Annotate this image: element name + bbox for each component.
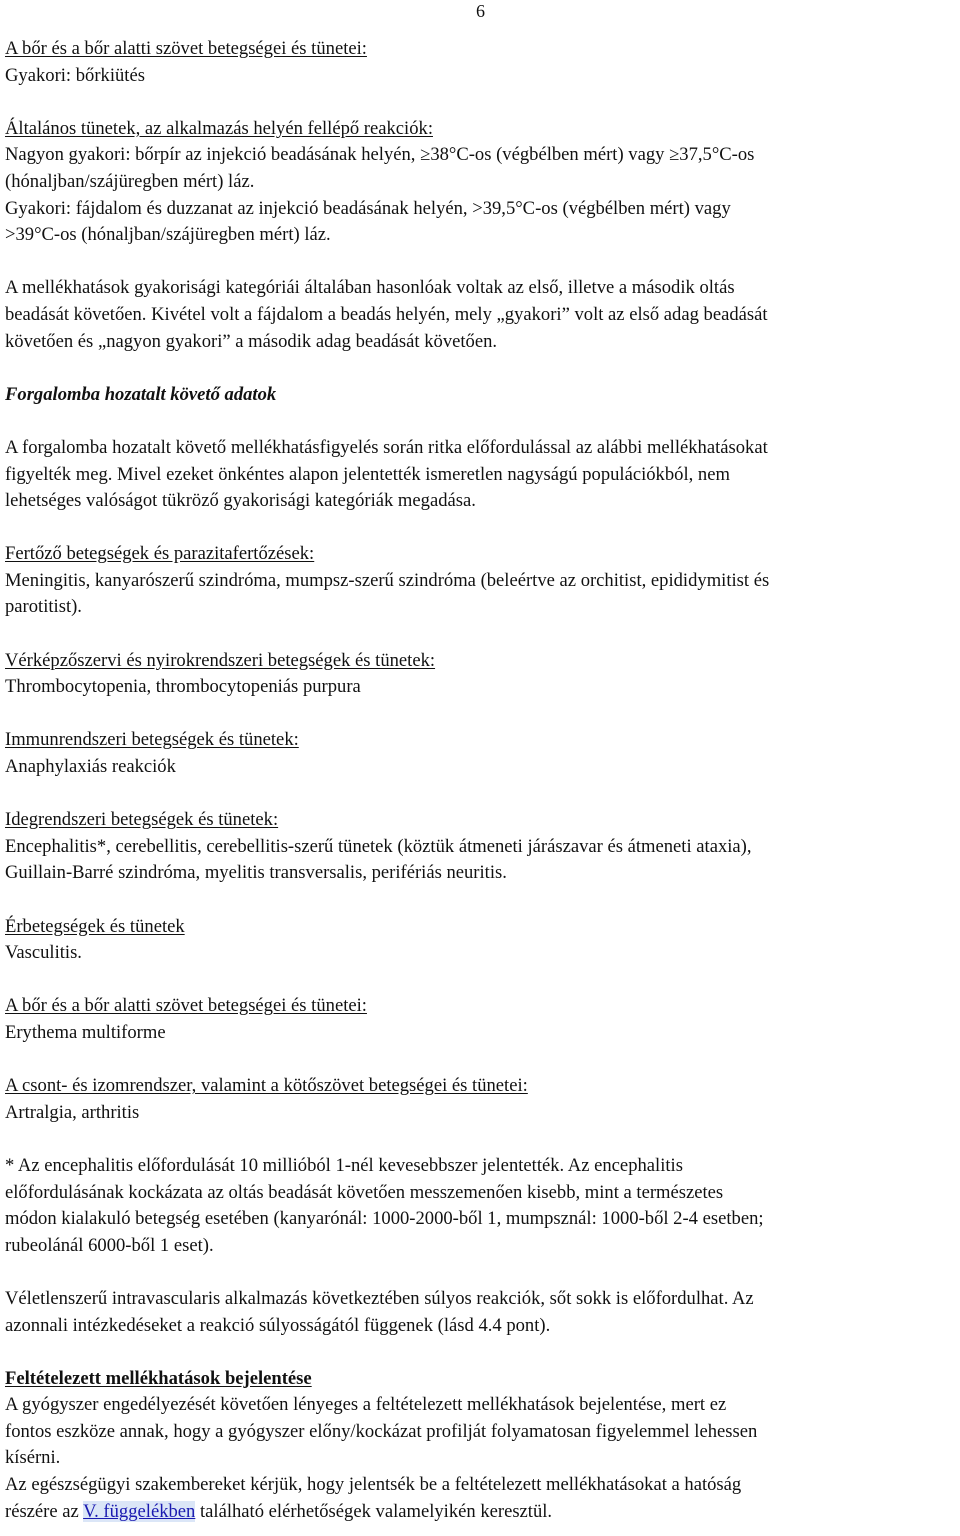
spacer	[5, 408, 960, 435]
document-body	[5, 36, 960, 1525]
section-heading-musculoskeletal: A csont- és izomrendszer, valamint a kötőszövet betegségei és tünetei:	[5, 1075, 528, 1097]
paragraph-line: azonnali intézkedéseket a reakció súlyosságától függenek (lásd 4.4 pont).	[5, 1314, 551, 1336]
section-heading-reporting: Feltételezett mellékhatások bejelentése	[5, 1367, 312, 1389]
link-suffix-text: található elérhetőségek valamelyikén keresztül.	[195, 1500, 553, 1522]
paragraph-line: Véletlenszerű intravascularis alkalmazás következtében súlyos reakciók, sőt sokk is előfordulhat. Az	[5, 1287, 754, 1309]
section-heading-postmarketing: Forgalomba hozatalt követő adatok	[5, 383, 277, 405]
section-heading-infections: Fertőző betegségek és parazitafertőzések:	[5, 543, 315, 565]
spacer	[5, 781, 960, 808]
spacer	[5, 249, 960, 276]
section-heading-skin: A bőr és a bőr alatti szövet betegségei és tünetei:	[5, 995, 367, 1017]
footnote-line: * Az encephalitis előfordulását 10 millióból 1-nél kevesebbszer jelentették. Az encephalitis	[5, 1154, 683, 1176]
section-heading-nervous: Idegrendszeri betegségek és tünetek:	[5, 809, 279, 831]
spacer	[5, 1259, 960, 1286]
section-heading-blood: Vérképzőszervi és nyirokrendszeri betegségek és tünetek:	[5, 649, 436, 671]
spacer	[5, 887, 960, 914]
paragraph-line: Anaphylaxiás reakciók	[5, 756, 176, 778]
paragraph-line: (hónaljban/szájüregben mért) láz.	[5, 170, 255, 192]
paragraph-line: Gyakori: fájdalom és duzzanat az injekció beadásának helyén, >39,5°C-os (végbélben mért) vagy	[5, 197, 731, 219]
link-prefix-text: részére az	[5, 1500, 84, 1522]
spacer	[5, 701, 960, 728]
paragraph-line: >39°C-os (hónaljban/szájüregben mért) láz.	[5, 224, 331, 246]
spacer	[5, 89, 960, 116]
footnote-line: előfordulásának kockázata az oltás beadását követően messzemenően kisebb, mint a természetes	[5, 1181, 724, 1203]
paragraph-line: figyelték meg. Mivel ezeket önkéntes alapon jelentették ismeretlen nagyságú populációkból, nem	[5, 463, 730, 485]
section-heading-skin: A bőr és a bőr alatti szövet betegségei és tünetei:	[5, 38, 367, 59]
paragraph-line: A gyógyszer engedélyezését követően lényeges a feltételezett mellékhatások bejelentése, mert ez	[5, 1394, 727, 1416]
spacer	[5, 1047, 960, 1074]
paragraph-line: fontos eszköze annak, hogy a gyógyszer előny/kockázat profilját folyamatosan figyelemmel lehessen	[5, 1420, 758, 1442]
paragraph-line: A forgalomba hozatalt követő mellékhatásfigyelés során ritka előfordulással az alábbi mellékhatásokat	[5, 436, 768, 458]
paragraph-line: Erythema multiforme	[5, 1021, 166, 1043]
paragraph-line: követően és „nagyon gyakori” a második adag beadását követően.	[5, 330, 498, 352]
paragraph-line: Nagyon gyakori: bőrpír az injekció beadásának helyén, ≥38°C-os (végbélben mért) vagy ≥37,5°C-os	[5, 144, 755, 166]
spacer	[5, 967, 960, 994]
spacer	[5, 1126, 960, 1153]
paragraph-line: Encephalitis*, cerebellitis, cerebellitis-szerű tünetek (köztük átmeneti járászavar és átmeneti ataxia),	[5, 835, 752, 857]
paragraph-line: kísérni.	[5, 1447, 61, 1469]
section-heading-immune: Immunrendszeri betegségek és tünetek:	[5, 729, 299, 751]
spacer	[5, 1339, 960, 1366]
paragraph-line: Guillain-Barré szindróma, myelitis transversalis, perifériás neuritis.	[5, 862, 507, 884]
paragraph-line: parotitist).	[5, 596, 82, 618]
appendix-v-link[interactable]: V. függelékben	[83, 1500, 196, 1522]
paragraph-line: Gyakori: bőrkiütés	[5, 64, 145, 86]
footnote-line: rubeolánál 6000-ből 1 eset).	[5, 1234, 214, 1256]
page-number: 6	[476, 1, 485, 21]
paragraph-line: lehetséges valóságot tükröző gyakorisági kategóriák megadása.	[5, 490, 476, 512]
footnote-line: módon kialakuló betegség esetében (kanyarónál: 1000-2000-ből 1, mumpsznál: 1000-ből 2-4 esetben;	[5, 1208, 764, 1230]
section-heading-general: Általános tünetek, az alkalmazás helyén fellépő reakciók:	[5, 117, 433, 139]
paragraph-line: Vasculitis.	[5, 942, 82, 964]
spacer	[5, 515, 960, 542]
paragraph-line-with-link	[5, 1499, 960, 1526]
paragraph-line: A mellékhatások gyakorisági kategóriái általában hasonlóak voltak az első, illetve a második oltás	[5, 277, 735, 299]
paragraph-line: Artralgia, arthritis	[5, 1101, 140, 1123]
spacer	[5, 355, 960, 382]
paragraph-line: Meningitis, kanyarószerű szindróma, mumpsz-szerű szindróma (beleértve az orchitist, epididymitist és	[5, 569, 770, 591]
spacer	[5, 621, 960, 648]
paragraph-line: Az egészségügyi szakembereket kérjük, hogy jelentsék be a feltételezett mellékhatásokat a hatóság	[5, 1474, 742, 1496]
paragraph-line: beadását követően. Kivétel volt a fájdalom a beadás helyén, mely „gyakori” volt az első adag beadását	[5, 303, 768, 325]
section-heading-vascular: Érbetegségek és tünetek	[5, 915, 185, 937]
paragraph-line: Thrombocytopenia, thrombocytopeniás purpura	[5, 676, 361, 698]
